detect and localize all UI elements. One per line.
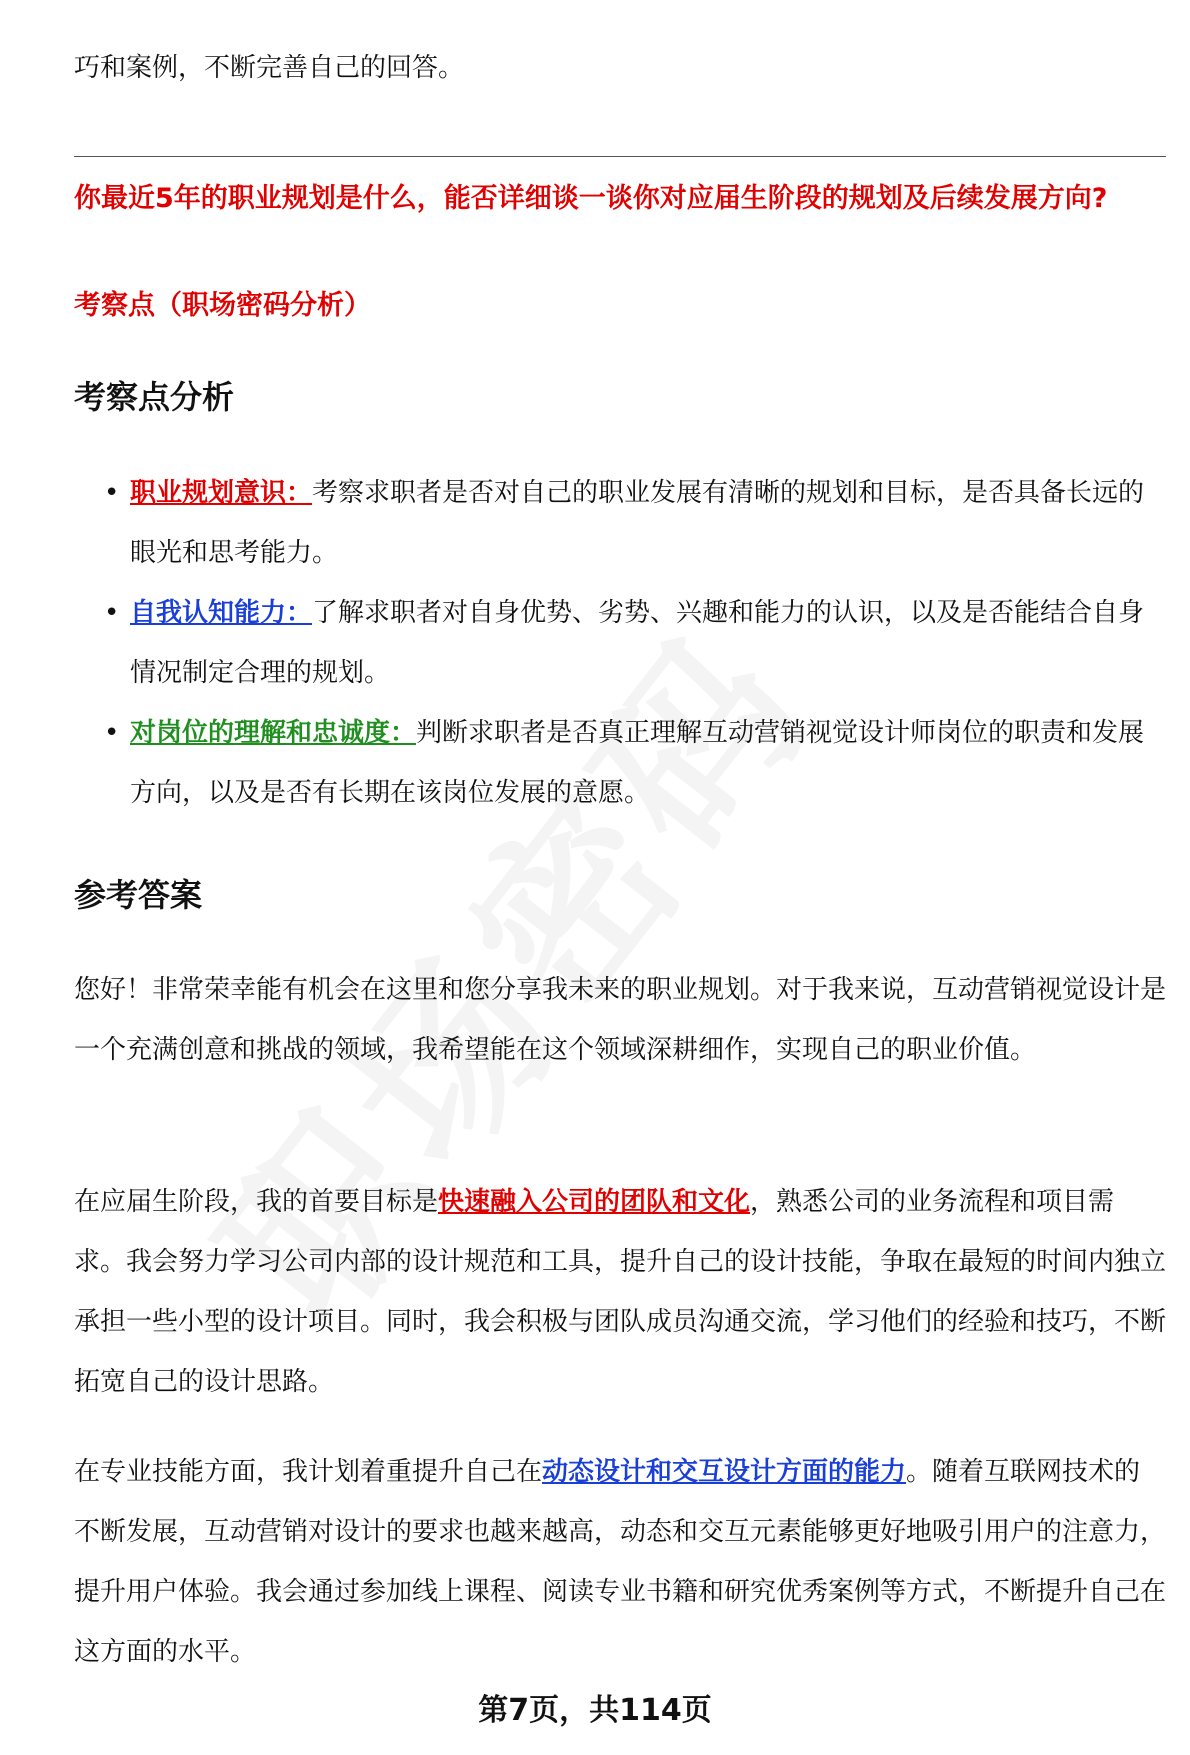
bullet-icon: • (104, 718, 120, 748)
paragraph-text: 。随着互联网技术的不断发展，互动营销对设计的要求也越来越高，动态和交互元素能够更好地吸引用户的注意力，提升用户体验。我会通过参加线上课程、阅读专业书籍和研究优秀案例等方式，不断提升自己在这方面的水平。 (74, 1457, 1167, 1667)
paragraph-text: 在应届生阶段，我的首要目标是 (74, 1187, 439, 1217)
bullet-icon: • (104, 478, 120, 508)
point-text: 判断求职者是否真正理解互动营销视觉设计师岗位的职责和发展方向，以及是否有长期在该岗位发展的意愿。 (130, 718, 1145, 808)
point-text: 考察求职者是否对自己的职业发展有清晰的规划和目标，是否具备长远的眼光和思考能力。 (130, 478, 1145, 568)
list-item (74, 463, 1166, 583)
analysis-points (74, 463, 1166, 823)
page-number: 第7页，共114页 (478, 1693, 712, 1728)
paragraph-text: 在专业技能方面，我计划着重提升自己在 (74, 1457, 543, 1487)
bullet-icon: • (104, 598, 120, 628)
point-text: 了解求职者对自身优势、劣势、兴趣和能力的认识，以及是否能结合自身情况制定合理的规划。 (130, 598, 1145, 688)
answer-paragraph-3 (74, 1442, 1166, 1682)
point-keyword: 自我认知能力： (130, 598, 313, 628)
answer-heading: 参考答案 (74, 876, 203, 914)
section-divider (74, 156, 1166, 157)
paragraph-text: ，熟悉公司的业务流程和项目需求。我会努力学习公司内部的设计规范和工具，提升自己的设计技能，争取在最短的时间内独立承担一些小型的设计项目。同时，我会积极与团队成员沟通交流，学习他们的经验和技巧，不断拓宽自己的设计思路。 (74, 1187, 1167, 1397)
continuation-text: 巧和案例，不断完善自己的回答。 (74, 53, 465, 83)
question-title: 你最近5年的职业规划是什么，能否详细谈一谈你对应届生阶段的规划及后续发展方向? (74, 183, 1108, 214)
analysis-heading: 考察点分析 (74, 378, 235, 416)
highlight-text: 动态设计和交互设计方面的能力 (542, 1457, 907, 1487)
highlight-text: 快速融入公司的团队和文化 (438, 1187, 751, 1217)
list-item (74, 583, 1166, 703)
analysis-subtitle: 考察点（职场密码分析） (74, 290, 371, 321)
answer-paragraph-2 (74, 1172, 1166, 1412)
list-item (74, 703, 1166, 823)
answer-paragraph-1: 您好！非常荣幸能有机会在这里和您分享我未来的职业规划。对于我来说，互动营销视觉设计是一个充满创意和挑战的领域，我希望能在这个领域深耕细作，实现自己的职业价值。 (74, 975, 1167, 1065)
point-keyword: 对岗位的理解和忠诚度： (130, 718, 417, 748)
point-keyword: 职业规划意识： (130, 478, 313, 508)
